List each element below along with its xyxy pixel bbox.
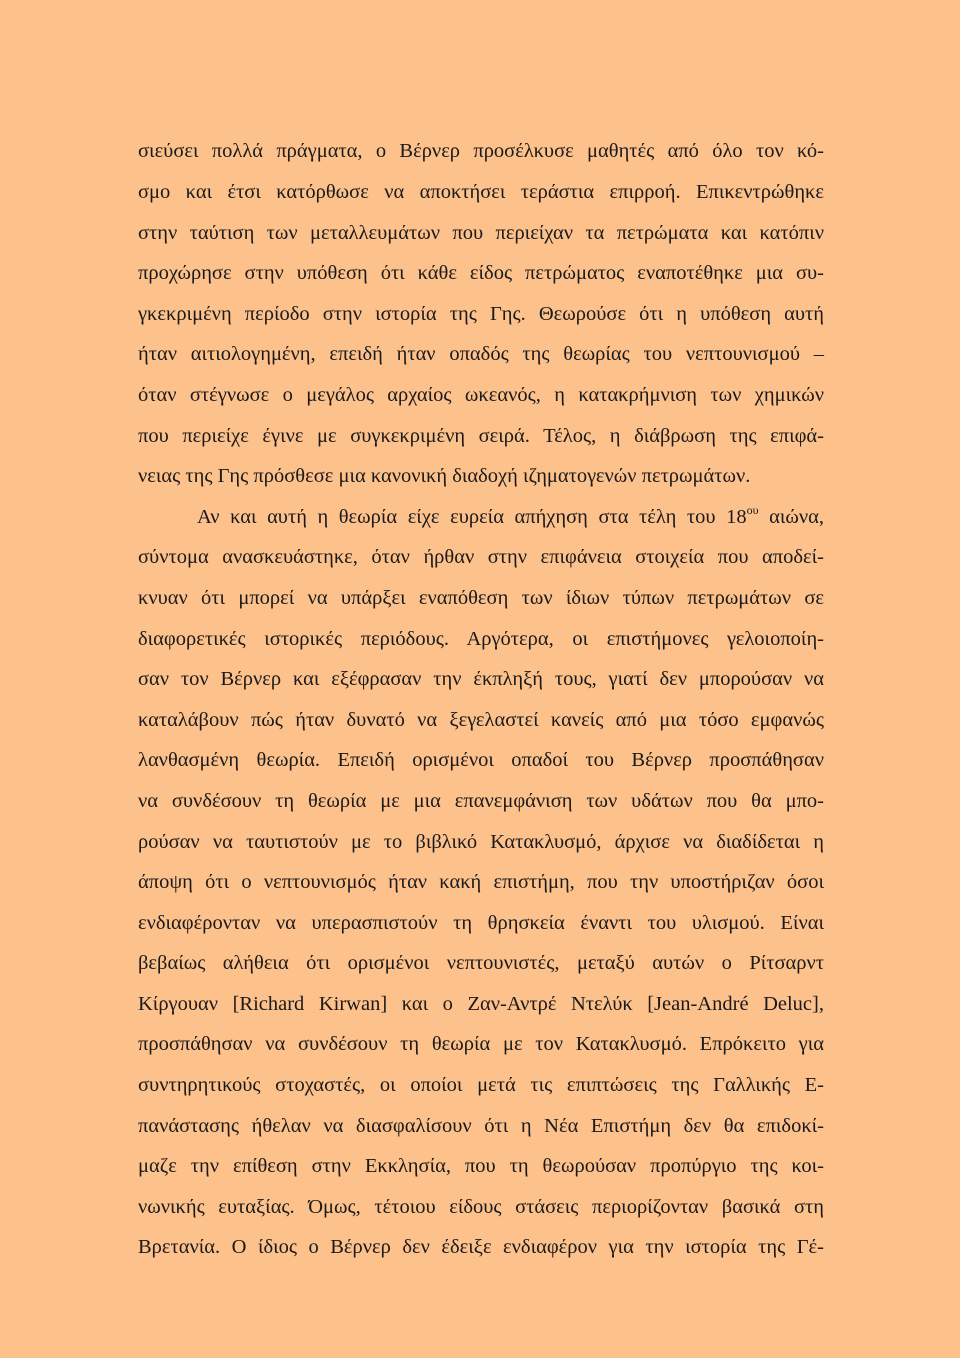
text-line-first: [138, 497, 824, 538]
text-line: νειας της Γης πρόσθεσε μια κανονική διαδοχή ιζηματογενών πετρωμάτων.: [138, 465, 751, 488]
superscript: ου: [746, 502, 759, 517]
text-line: ήταν αιτιολογημένη, επειδή ήταν οπαδός της θεωρίας του νεπτουνισμού –: [138, 343, 824, 366]
text-line: γκεκριμένη περίοδο στην ιστορία της Γης. Θεωρούσε ότι η υπόθεση αυτή: [138, 302, 824, 325]
text-line: προσπάθησαν να συνδέσουν τη θεωρία με τον Κατακλυσμό. Επρόκειτο για: [138, 1033, 824, 1056]
text-run: Αν και αυτή η θεωρία είχε ευρεία απήχηση στα τέλη του 18: [197, 505, 747, 528]
text-line: όταν στέγνωσε ο μεγάλος αρχαίος ωκεανός, η κατακρήμνιση των χημικών: [138, 383, 824, 406]
text-run: αιώνα,: [758, 505, 824, 528]
text-line: σύντομα ανασκευάστηκε, όταν ήρθαν στην επιφάνεια στοιχεία που αποδεί-: [138, 546, 824, 569]
text-line: άποψη ότι ο νεπτουνισμός ήταν κακή επιστήμη, που την υποστήριζαν όσοι: [138, 871, 824, 894]
text-line: κνυαν ότι μπορεί να υπάρξει εναπόθεση των ίδιων τύπων πετρωμάτων σε: [138, 586, 824, 609]
text-line: ενδιαφέρονταν να υπερασπιστούν τη θρησκεία έναντι του υλισμού. Είναι: [138, 911, 824, 934]
text-line: βεβαίως αλήθεια ότι ορισμένοι νεπτουνιστές, μεταξύ αυτών ο Ρίτσαρντ: [138, 952, 824, 975]
text-line: σιεύσει πολλά πράγματα, ο Βέρνερ προσέλκυσε μαθητές από όλο τον κό-: [138, 140, 824, 162]
text-line: σαν τον Βέρνερ και εξέφρασαν την έκπληξή τους, γιατί δεν μπορούσαν να: [138, 668, 824, 691]
text-line: νωνικής ευταξίας. Όμως, τέτοιου είδους στάσεις περιορίζονταν βασικά στη: [138, 1195, 824, 1218]
text-line: που περιείχε έγινε με συγκεκριμένη σειρά. Τέλος, η διάβρωση της επιφά-: [138, 424, 824, 447]
text-line: καταλάβουν πώς ήταν δυνατό να ξεγελαστεί κανείς από μια τόσο εμφανώς: [138, 708, 824, 731]
text-line: να συνδέσουν τη θεωρία με μια επανεμφάνιση των υδάτων που θα μπο-: [138, 789, 824, 812]
text-line: πανάστασης ήθελαν να διασφαλίσουν ότι η Νέα Επιστήμη δεν θα επιδοκί-: [138, 1114, 824, 1137]
text-line: στην ταύτιση των μεταλλευμάτων που περιείχαν τα πετρώματα και κατόπιν: [138, 221, 824, 244]
text-line: Βρετανία. Ο ίδιος ο Βέρνερ δεν έδειξε ενδιαφέρον για την ιστορία της Γέ-: [138, 1236, 824, 1259]
text-line: διαφορετικές ιστορικές περιόδους. Αργότερα, οι επιστήμονες γελοιοποίη-: [138, 627, 824, 650]
text-line: Κίργουαν [Richard Kirwan] και ο Ζαν-Αντρέ Ντελύκ [Jean-André Deluc],: [138, 992, 824, 1015]
paragraph-1: [138, 131, 824, 497]
text-line: ρούσαν να ταυτιστούν με το βιβλικό Κατακλυσμό, άρχισε να διαδίδεται η: [138, 830, 824, 853]
paragraph-2: [138, 497, 824, 1268]
text-line: συντηρητικούς στοχαστές, οι οποίοι μετά τις επιπτώσεις της Γαλλικής Ε-: [138, 1074, 824, 1097]
text-line: σμο και έτσι κατόρθωσε να αποκτήσει τεράστια επιρροή. Επικεντρώθηκε: [138, 181, 824, 203]
text-line: προχώρησε στην υπόθεση ότι κάθε είδος πετρώματος εναποτέθηκε μια συ-: [138, 262, 824, 285]
text-line: λανθασμένη θεωρία. Επειδή ορισμένοι οπαδοί του Βέρνερ προσπάθησαν: [138, 749, 824, 772]
body-text: [138, 131, 824, 1268]
text-line: μαζε την επίθεση στην Εκκλησία, που τη θεωρούσαν προπύργιο της κοι-: [138, 1155, 824, 1178]
